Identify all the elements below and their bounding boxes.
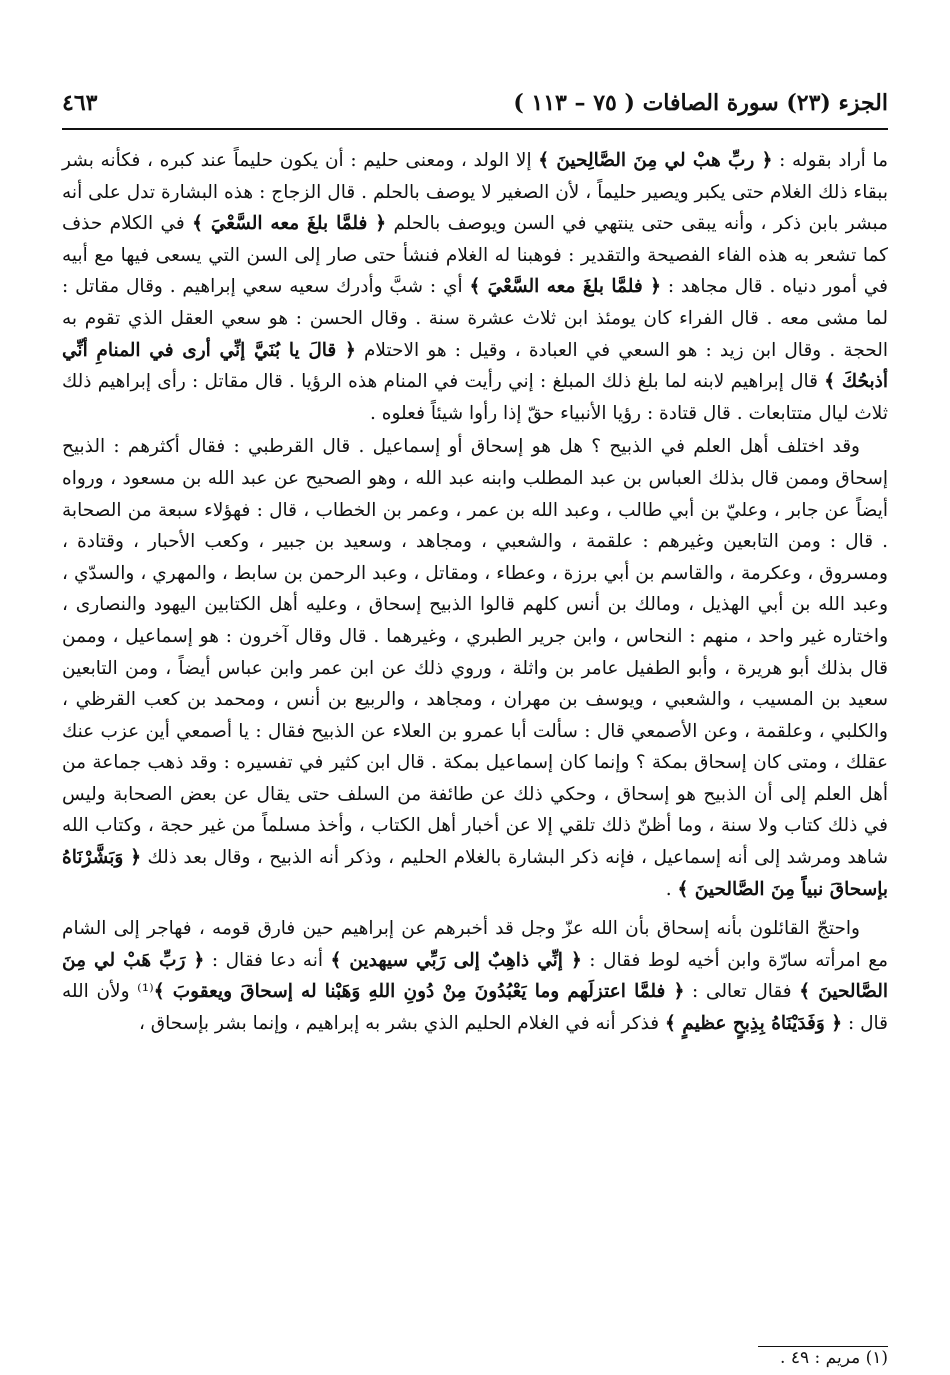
footnote-divider	[758, 1346, 888, 1347]
text-segment: إلا الولد ، ومعنى حليم : أن يكون حليماً عند كبره ، فكأنه بشر ببقاء ذلك الغلام حتى يكبر ويصير حليماً ، لأن الصغير لا يوصف بالحلم . قال الزجاج : هذه البشارة تدل على أنه مبشر بابن ذكر ، وأنه يبقى حتى ينتهي في السن ويوصف بالحلم	[62, 150, 889, 235]
quran-verse: ﴿ إنِّي ذاهِبٌ إلى رَبِّي سيهدين ﴾	[330, 949, 582, 971]
paragraph	[62, 431, 888, 905]
text-segment: وقد اختلف أهل العلم في الذبيح ؟ هل هو إسحاق أو إسماعيل . قال القرطبي : فقال أكثرهم : الذبيح إسحاق وممن قال بذلك العباس بن عبد المطلب وابنه عبد الله ، وهو الصحيح عن عبد الله بن مسعود ، ورواه أيضاً عن جابر ، وعليّ بن أبي طالب ، وعبد الله بن عمر ، وعمر بن الخطاب ، قال : فهؤلاء سبعة من الصحابة . قال : ومن التابعين وغيرهم : علقمة ، والشعبي ، ومجاهد ، وسعيد بن جبير ، وكعب الأحبار ، وقتادة ، ومسروق ، وعكرمة ، والقاسم بن أبي برزة ، وعطاء ، ومقاتل ، وعبد الرحمن بن سابط ، والمهري ، والسدّي ، وعبد الله بن أبي الهذيل ، ومالك بن أنس كلهم قالوا الذبيح إسحاق ، وعليه أهل الكتابين اليهود والنصارى ، واختاره غير واحد ، منهم : النحاس ، وابن جرير الطبري ، وغيرهما . قال وقال آخرون : هو إسماعيل ، وممن قال بذلك أبو هريرة ، وأبو الطفيل عامر بن واثلة ، وروي ذلك عن ابن عمر وابن عباس أيضاً ، ومن التابعين سعيد بن المسيب ، والشعبي ، ويوسف بن مهران ، ومجاهد ، والربيع بن أنس ، ومحمد بن كعب القرظي ، والكلبي ، وعلقمة ، وعن الأصمعي قال : سألت أبا عمرو بن العلاء عن الذبيح فقال : يا أصمعي أين عزب عنك عقلك ، ومتى كان إسحاق بمكة ؟ وإنما كان إسماعيل بمكة . قال ابن كثير في تفسيره : وقد ذهب جماعة من أهل العلم إلى أن الذبيح هو إسحاق ، وحكي ذلك عن طائفة من السلف حتى يقال عن بعض الصحابة وليس في ذلك كتاب ولا سنة ، وما أظنّ ذلك تلقي إلا عن أخبار أهل الكتاب ، وأخذ مسلماً من غير حجة ، وكتاب الله شاهد ومرشد إلى أنه إسماعيل ، فإنه ذكر البشارة بالغلام الحليم ، وذكر أنه الذبيح ، وقال بعد ذلك	[62, 436, 888, 869]
text-segment: فقال تعالى :	[684, 981, 800, 1003]
quran-verse: ﴿ ربِّ هبْ لي مِنَ الصَّالِحينَ ﴾	[538, 150, 773, 171]
quran-verse: ﴿ وَبَشَّرْنَاهُ بإسحاقَ نبياً مِنَ الصَّالحينَ ﴾	[62, 847, 888, 900]
text-segment: ⁽¹⁾ ولأن الله قال :	[62, 981, 888, 1035]
text-segment: أنه دعا فقال :	[204, 949, 331, 971]
text-segment: .	[665, 878, 678, 900]
quran-verse: ﴿ فلمَّا اعتزلَهم وما يَعْبُدُونَ مِنْ دُونِ اللهِ وَهَبْنا له إسحاقَ ويعقوبَ ﴾	[153, 981, 685, 1003]
text-segment: أي : شبَّ وأدرك سعيه سعي إبراهيم . وقال مقاتل : لما مشى معه . قال الفراء كان يومئذ ابن ثلاث عشرة سنة . وقال الحسن : هو سعي العقل الذي تقوم به الحجة . وقال ابن زيد : هو السعي في العبادة ، وقيل : هو الاحتلام	[62, 276, 888, 361]
page-body	[62, 145, 888, 1040]
running-title: الجزء (٢٣) سورة الصافات ( ٧٥ – ١١٣ )	[513, 90, 888, 116]
paragraph	[62, 145, 888, 429]
header-divider	[62, 128, 888, 130]
text-segment: قال إبراهيم لابنه لما بلغ ذلك المبلغ : إني رأيت في المنام هذه الرؤيا . قال مقاتل : رأى إبراهيم ذلك ثلاث ليال متتابعات . قال قتادة : رؤيا الأنبياء حقّ إذا رأوا شيئاً فعلوه .	[62, 371, 888, 424]
footnote: (١) مريم : ٤٩ .	[780, 1348, 888, 1368]
quran-verse: ﴿ رَبِّ هَبْ لي مِنَ الصَّالحينَ ﴾	[62, 949, 888, 1003]
text-segment: فذكر أنه في الغلام الحليم الذي بشر به إبراهيم ، وإنما بشر بإسحاق ،	[138, 1013, 666, 1035]
text-segment: ما أراد بقوله :	[772, 150, 888, 171]
quran-verse: ﴿ فلمَّا بلغَ معه السَّعْيَ ﴾	[192, 213, 387, 235]
paragraph	[62, 913, 888, 1039]
quran-verse: ﴿ قالَ يا بُنَيَّ إنِّي أرى في المنامِ أنِّي أذبحُكَ ﴾	[62, 339, 888, 393]
text-segment: في الكلام حذف كما تشعر به هذه الفاء الفصيحة والتقدير : فوهبنا له الغلام فنشأ حتى صار إلى السن التي يسعى فيها مع أبيه في أمور دنياه . قال مجاهد :	[62, 213, 888, 298]
quran-verse: ﴿ فلمَّا بلغَ معه السَّعْيَ ﴾	[469, 276, 661, 298]
page-number: ٤٦٣	[62, 90, 98, 116]
quran-verse: ﴿ وَفَدَيْنَاهُ بِذِبحٍ عظيمٍ ﴾	[665, 1013, 843, 1035]
page-header	[62, 90, 888, 126]
text-segment: واحتجّ القائلون بأنه إسحاق بأن الله عزّ وجل قد أخبرهم عن إبراهيم حين فارق قومه ، فهاجر إلى الشام مع امرأته سارّة وابن أخيه لوط فقال :	[62, 918, 888, 971]
